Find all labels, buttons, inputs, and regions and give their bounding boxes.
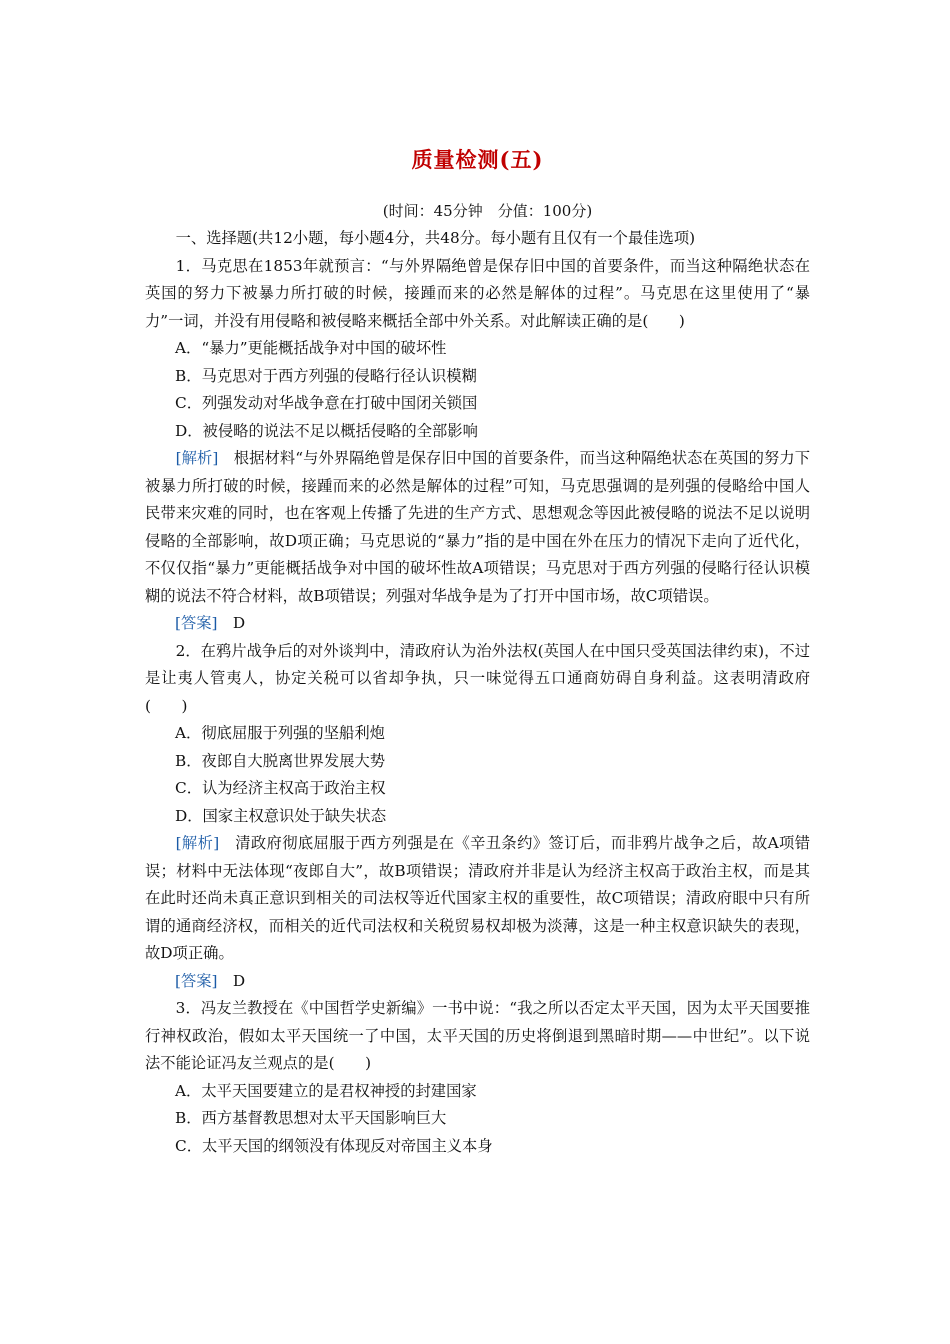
analysis-paragraph <box>145 830 810 968</box>
page-title: 质量检测(五) <box>411 147 544 172</box>
section-heading: 一、选择题(共12小题，每小题4分，共48分。每小题有且仅有一个最佳选项) <box>175 229 696 247</box>
analysis-text: 根据材料“与外界隔绝曾是保存旧中国的首要条件，而当这种隔绝状态在英国的努力下被暴力所打破的时候，接踵而来的必然是解体的过程”可知，马克思强调的是列强的侵略给中国人民带来灾难的同时，也在客观上传播了先进的生产方式、思想观念等因此被侵略的说法不足以说明侵略的全部影响，故D项正确；马克思说的“暴力”指的是中国在外在压力的情况下走向了近代化，不仅仅指“暴力”更能概括战争对中国的破坏性故A项错误；马克思对于西方列强的侵略行径认识模糊的说法不符合材料，故B项错误；列强对华战争是为了打开中国市场，故C项错误。 <box>145 449 810 605</box>
analysis-tag: [解析] <box>175 449 219 467</box>
option-c: C．太平天国的纲领没有体现反对帝国主义本身 <box>175 1136 493 1155</box>
document-page <box>145 142 810 1160</box>
option-b: B．西方基督教思想对太平天国影响巨大 <box>175 1109 447 1127</box>
answer-text: D <box>217 614 246 632</box>
option-d: D．国家主权意识处于缺失状态 <box>175 806 387 825</box>
option-c: C．认为经济主权高于政治主权 <box>175 779 386 797</box>
option-b: B．马克思对于西方列强的侵略行径认识模糊 <box>175 366 477 385</box>
analysis-paragraph <box>145 445 810 610</box>
answer-tag: [答案] <box>175 971 218 990</box>
option-a: A．“暴力”更能概括战争对中国的破坏性 <box>175 339 447 357</box>
answer-tag: [答案] <box>175 614 218 632</box>
analysis-tag: [解析] <box>175 834 220 852</box>
option-a: A．彻底屈服于列强的坚船利炮 <box>175 724 385 742</box>
question-stem: 1．马克思在1853年就预言：“与外界隔绝曾是保存旧中国的首要条件，而当这种隔绝状态在英国的努力下被暴力所打破的时候，接踵而来的必然是解体的过程”。马克思在这里使用了“暴力”一词，并没有用侵略和被侵略来概括全部中外关系。对此解读正确的是( ) <box>145 256 810 330</box>
option-b: B．夜郎自大脱离世界发展大势 <box>175 751 386 770</box>
question-stem: 2．在鸦片战争后的对外谈判中，清政府认为治外法权(英国人在中国只受英国法律约束)，不过是让夷人管夷人，协定关税可以省却争执，只一味觉得五口通商妨碍自身利益。这表明清政府( ) <box>145 641 810 715</box>
question-stem: 3．冯友兰教授在《中国哲学史新编》一书中说：“我之所以否定太平天国，因为太平天国要推行神权政治，假如太平天国统一了中国，太平天国的历史将倒退到黑暗时期——中世纪”。以下说法不能论证冯友兰观点的是( ) <box>145 999 810 1072</box>
exam-meta: (时间：45分钟 分值：100分) <box>382 202 593 220</box>
option-d: D．被侵略的说法不足以概括侵略的全部影响 <box>175 421 478 440</box>
answer-text: D <box>217 971 246 990</box>
answer-line <box>145 968 810 996</box>
answer-line <box>145 610 810 638</box>
option-a: A．太平天国要建立的是君权神授的封建国家 <box>175 1081 477 1100</box>
analysis-text: 清政府彻底屈服于西方列强是在《辛丑条约》签订后，而非鸦片战争之后，故A项错误；材料中无法体现“夜郎自大”，故B项错误；清政府并非是认为经济主权高于政治主权，而是其在此时还尚未真正意识到相关的司法权等近代国家主权的重要性，故C项错误；清政府眼中只有所谓的通商经济权，而相关的近代司法权和关税贸易权却极为淡薄，这是一种主权意识缺失的表现，故D项正确。 <box>145 834 810 962</box>
option-c: C．列强发动对华战争意在打破中国闭关锁国 <box>175 394 478 412</box>
